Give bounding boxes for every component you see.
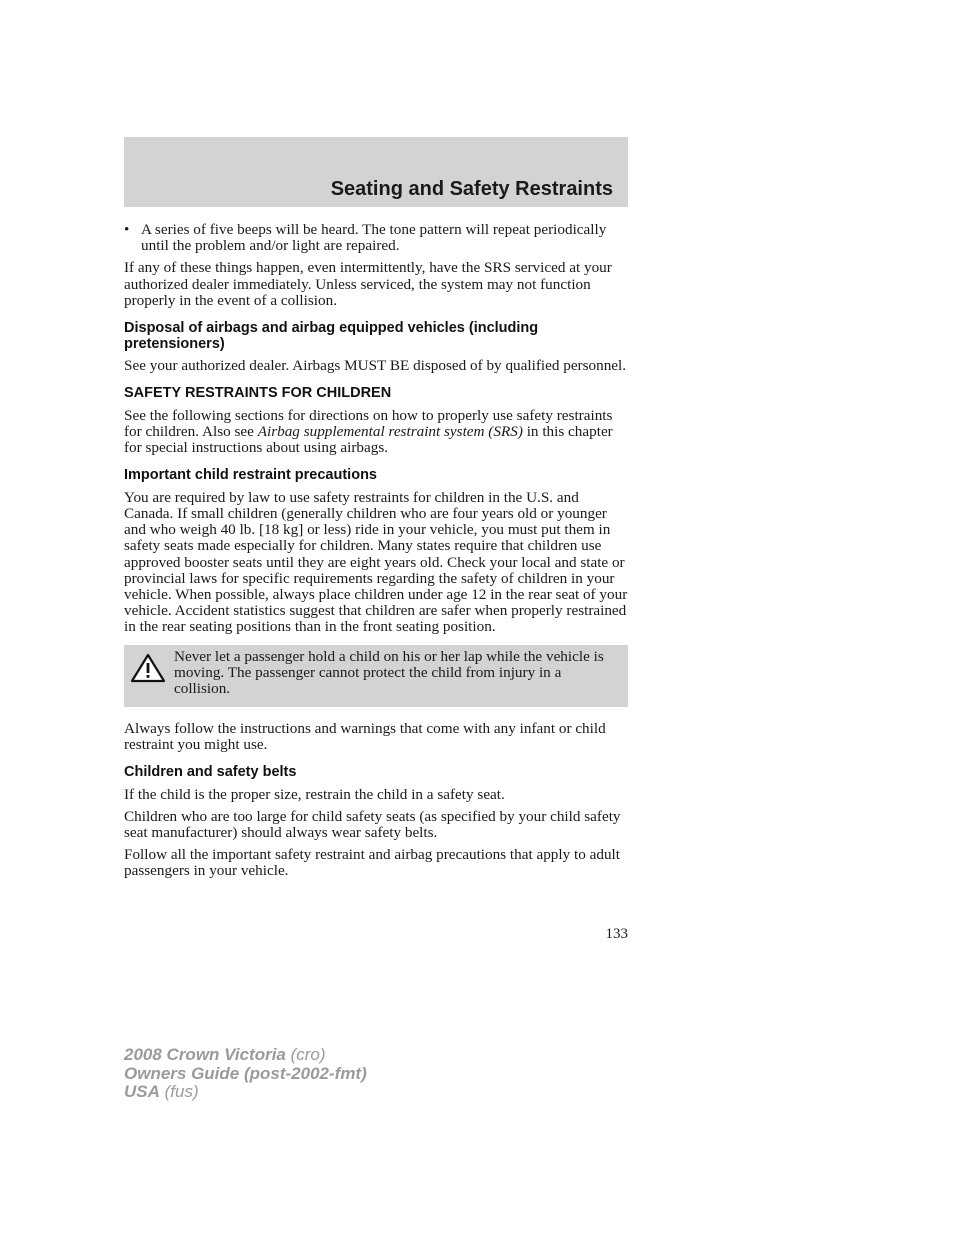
disposal-heading: Disposal of airbags and airbag equipped vehicles (including pretensioners)	[124, 320, 539, 352]
belts-heading: Children and safety belts	[124, 764, 297, 781]
page-number: 133	[605, 926, 628, 942]
children-text-before: See the following sections for directions on how to properly use safety restraints for children. Also see	[124, 406, 613, 440]
disposal-paragraph: See your authorized dealer. Airbags MUST BE disposed of by qualified personnel.	[124, 357, 627, 375]
precautions-paragraph: You are required by law to use safety restraints for children in the U.S. and Canada. If small children (generally children who are four years old or younger and who weigh 40 lb. [18 kg] or less) ride in your vehicle, you must put them in safety seats made especially for children. Many states require that children use approved booster seats until they are eight years old. Check your local and state or provincial laws for specific requirements regarding the safety of children in your vehicle. When possible, always place children under age 12 in the rear seat of your vehicle. Accident statistics suggest that children are safer when properly restrained in the rear seating positions than in the front seating position.	[124, 488, 628, 636]
belts-paragraph-2: Children who are too large for child safety seats (as specified by your child safety seat manufacturer) should always wear safety belts.	[124, 807, 621, 841]
bullet-text: A series of five beeps will be heard. The tone pattern will repeat periodically until the problem and/or light are repaired.	[141, 221, 607, 255]
precautions-heading: Important child restraint precautions	[124, 467, 377, 484]
footer-model: 2008 Crown Victoria	[124, 1045, 286, 1064]
children-section-heading: SAFETY RESTRAINTS FOR CHILDREN	[124, 385, 392, 402]
srs-reference: Airbag supplemental restraint system (SRS)	[257, 422, 523, 440]
document-footer	[124, 1046, 367, 1102]
srs-service-paragraph: If any of these things happen, even intermittently, have the SRS serviced at your authorized dealer immediately. Unless serviced, the system may not function properly in the event of a collision.	[124, 259, 612, 309]
footer-market: USA	[124, 1082, 160, 1101]
warning-box	[124, 645, 628, 707]
bullet-dot: •	[124, 221, 130, 238]
footer-line-1	[124, 1046, 367, 1065]
follow-instructions-paragraph: Always follow the instructions and warnings that come with any infant or child restraint you might use.	[124, 719, 606, 753]
children-section-paragraph	[124, 408, 628, 457]
section-title: Seating and Safety Restraints	[330, 178, 613, 200]
warning-triangle-icon	[130, 653, 166, 683]
warning-text: Never let a passenger hold a child on his or her lap while the vehicle is moving. The passenger cannot protect the child from injury in a collision.	[174, 647, 604, 698]
footer-line-3	[124, 1083, 367, 1102]
footer-model-code: (cro)	[285, 1045, 326, 1064]
footer-guide: Owners Guide (post-2002-fmt)	[124, 1063, 367, 1083]
children-text-after: in this chapter for special instructions about using airbags.	[124, 422, 613, 457]
belts-paragraph-3: Follow all the important safety restraint and airbag precautions that apply to adult passengers in your vehicle.	[124, 846, 620, 880]
page-content	[124, 222, 628, 886]
bullet-item	[124, 222, 628, 254]
section-header-band	[124, 137, 628, 207]
footer-market-code: (fus)	[159, 1082, 199, 1101]
footer-line-2	[124, 1065, 367, 1084]
belts-paragraph-1: If the child is the proper size, restrain the child in a safety seat.	[124, 785, 505, 803]
